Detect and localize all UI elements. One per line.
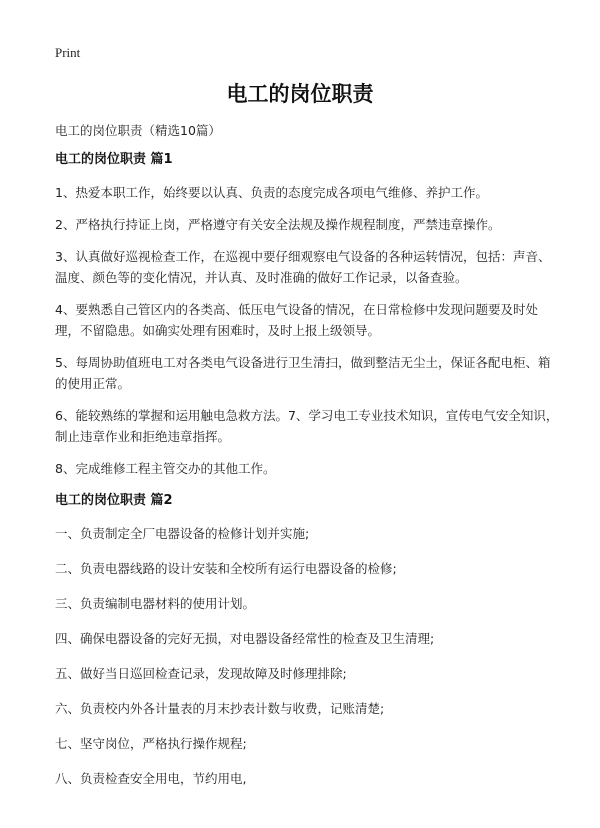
print-link[interactable]: Print [55, 45, 81, 60]
document-body [55, 152, 560, 803]
section-1 [55, 152, 560, 479]
paragraph: 4、要熟悉自己管区内的各类高、低压电气设备的情况，在日常检修中发现问题要及时处理，不留隐患。如确实处理有困难时，及时上报上级领导。 [55, 302, 538, 338]
paragraph: 一、负责制定全厂电器设备的检修计划并实施; [55, 526, 310, 541]
paragraph: 2、严格执行持证上岗，严格遵守有关安全法规及操作规程制度，严禁违章操作。 [55, 217, 501, 232]
section-2 [55, 493, 560, 789]
paragraph: 3、认真做好巡视检查工作，在巡视中要仔细观察电气设备的各种运转情况，包括：声音、温度、颜色等的变化情况，并认真、及时准确的做好工作记录，以备查验。 [55, 249, 551, 285]
document-subtitle: 电工的岗位职责（精选10篇） [55, 123, 221, 138]
paragraph: 三、负责编制电器材料的使用计划。 [55, 596, 256, 611]
paragraph: 四、确保电器设备的完好无损，对电器设备经常性的检查及卫生清理; [55, 631, 435, 646]
paragraph: 8、完成维修工程主管交办的其他工作。 [55, 461, 276, 476]
paragraph: 6、能较熟练的掌握和运用触电急救方法。7、学习电工专业技术知识，宣传电气安全知识，制止违章作业和拒绝违章指挥。 [55, 408, 559, 444]
section-heading: 电工的岗位职责 篇1 [55, 152, 173, 167]
paragraph: 5、每周协助值班电工对各类电气设备进行卫生清扫，做到整洁无尘土，保证各配电柜、箱的使用正常。 [55, 355, 551, 391]
paragraph: 五、做好当日巡回检查记录，发现故障及时修理排除; [55, 666, 347, 681]
section-heading: 电工的岗位职责 篇2 [55, 493, 173, 508]
paragraph: 1、热爱本职工作，始终要以认真、负责的态度完成各项电气维修、养护工作。 [55, 185, 488, 200]
paragraph: 六、负责校内外各计量表的月末抄表计数与收费，记账清楚; [55, 701, 385, 716]
page-title: 电工的岗位职责 [226, 82, 374, 106]
paragraph: 二、负责电器线路的设计安装和全校所有运行电器设备的检修; [55, 561, 397, 576]
paragraph: 七、坚守岗位，严格执行操作规程; [55, 736, 247, 751]
paragraph: 八、负责检查安全用电，节约用电, [55, 771, 247, 786]
